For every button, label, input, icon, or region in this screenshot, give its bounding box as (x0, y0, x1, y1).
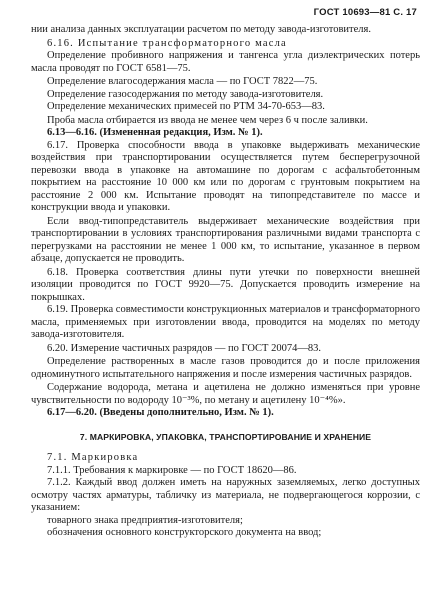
revision-note: 6.13—6.16. (Измененная редакция, Изм. № 1). (47, 127, 263, 138)
paragraph: Проба масла отбирается из ввода не менее чем через 6 ч после заливки. (47, 114, 368, 126)
revision-note: 6.17—6.20. (Введены дополнительно, Изм. № 1). (47, 407, 274, 418)
subsection-6-16-title: 6.16. Испытание трансформаторного масла (47, 37, 287, 49)
subsection-7-1-title: 7.1. Маркировка (47, 452, 139, 463)
paragraph: Если ввод-типопредставитель выдерживает механические воздействия при транспортировании в условиях транспортирования различными видами транспорта с перегрузками на расстоянии не менее 1 000 км, то испытание, указанное в первом абзаце, допускается не проводить. (31, 215, 420, 264)
page-header: ГОСТ 10693—81 С. 17 (313, 7, 417, 18)
paragraph-6-20: 6.20. Измерение частичных разрядов — по ГОСТ 20074—83. (47, 342, 321, 354)
list-item: обозначения основного конструкторского документа на ввод; (47, 527, 322, 538)
paragraph: Определение механических примесей по РТМ 34-70-653—83. (47, 101, 325, 112)
paragraph-7-1-2: 7.1.2. Каждый ввод должен иметь на наружных заземляемых, легко доступных осмотру частях арматуры, табличку из материала, не подвергающегося коррозии, с указанием: (31, 477, 420, 513)
section-7-heading: 7. МАРКИРОВКА, УПАКОВКА, ТРАНСПОРТИРОВАНИЕ И ХРАНЕНИЕ (79, 431, 372, 442)
paragraph: Определение влагосодержания масла — по ГОСТ 7822—75. (47, 76, 318, 87)
paragraph-continuation: нии анализа данных эксплуатации расчетом по методу завода-изготовителя. (31, 24, 371, 35)
paragraph: Определение газосодержания по методу завода-изготовителя. (47, 88, 324, 100)
paragraph: Определение растворенных в масле газов проводится до и после приложения одноминутного испытательного напряжения и после измерения частичных разрядов. (31, 356, 420, 380)
list-item: товарного знака предприятия-изготовителя; (47, 514, 243, 526)
paragraph: Содержание водорода, метана и ацетилена не должно изменяться при уровне чувствительности по водороду 10⁻³%, по метану и ацетилену 10⁻⁴%». (31, 382, 420, 406)
paragraph: Определение пробивного напряжения и тангенса угла диэлектрических потерь масла проводят по ГОСТ 6581—75. (31, 50, 420, 74)
document-body (31, 24, 420, 540)
paragraph-6-19: 6.19. Проверка совместимости конструкционных материалов и трансформаторного масла, применяемых при изготовлении ввода, проводится на моделях по методу завода-изготовителя. (31, 304, 420, 340)
paragraph-6-17: 6.17. Проверка способности ввода в упаковке выдерживать механические воздействия при транспортировании осуществляется путем бесперегрузочной перевозки ввода в упаковке на автомашине по дорогам с асфальтобетонным покрытием на расстояние 10 000 км или по дорогам с грунтовым покрытием на расстояние 2 000 км. Испытание проводят на типопредставителе по массе и конструкции ввода и упаковки. (31, 139, 420, 213)
paragraph-7-1-1: 7.1.1. Требования к маркировке — по ГОСТ 18620—86. (47, 464, 297, 476)
paragraph-6-18: 6.18. Проверка соответствия длины пути утечки по поверхности внешней изоляции проводится по ГОСТ 9920—75. Допускается проводить измерение на покрышках. (31, 266, 420, 303)
